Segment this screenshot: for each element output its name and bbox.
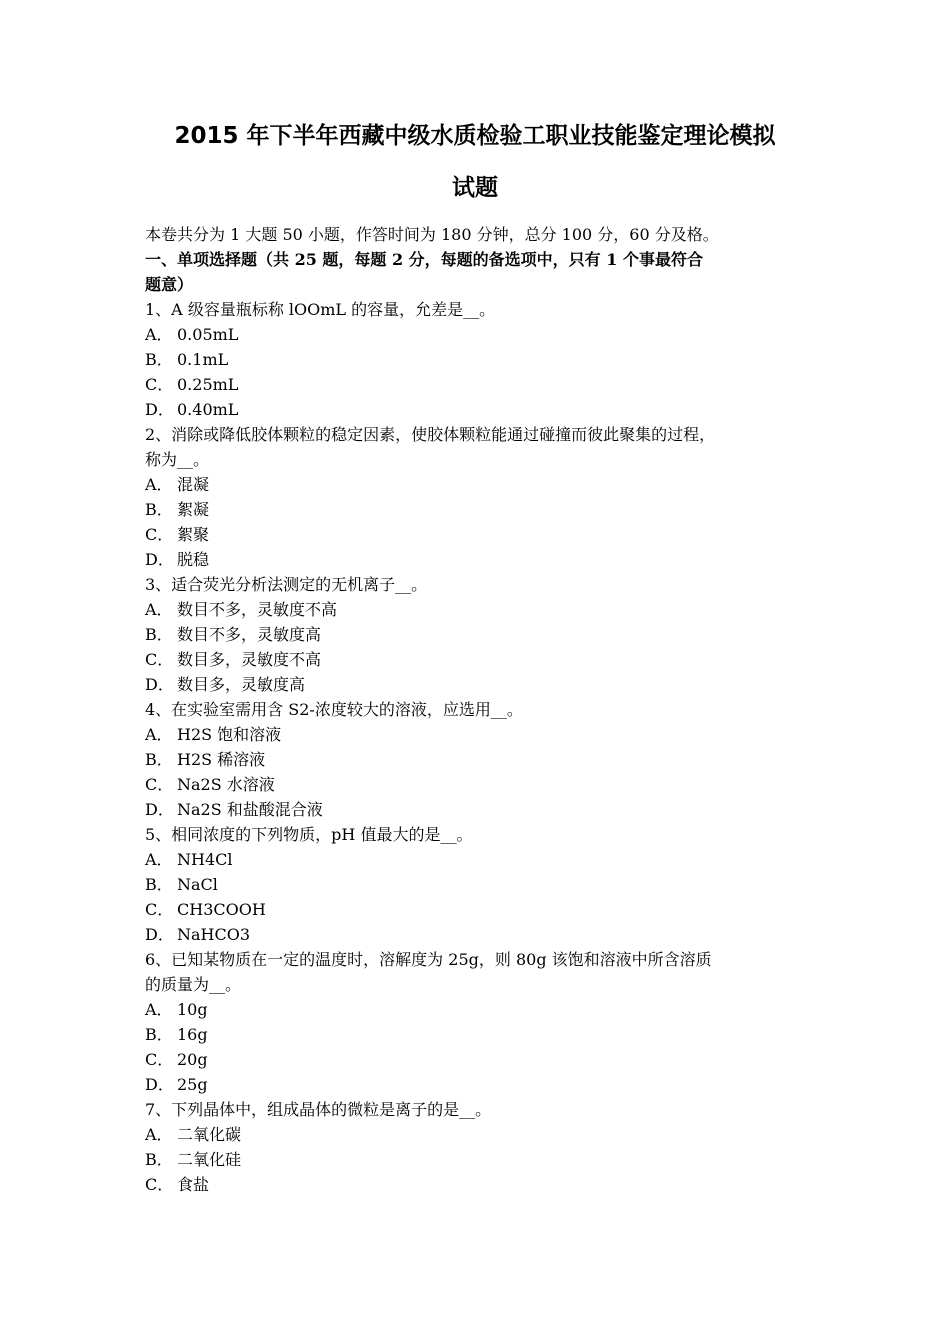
option-text: 数目多，灵敏度高 [177,675,306,694]
option-text: 絮聚 [177,525,210,544]
answer-option [145,647,813,672]
option-text: 食盐 [177,1175,210,1194]
answer-option [145,997,813,1022]
option-label: C． [145,1050,174,1069]
option-text: 二氧化碳 [177,1125,242,1144]
answer-option [145,1122,813,1147]
answer-option [145,722,813,747]
option-text: 数目不多，灵敏度不高 [177,600,338,619]
answer-option [145,747,813,772]
question-2 [145,422,813,572]
option-text: 0.25mL [177,375,239,394]
section-heading-continued: 题意） [145,275,194,294]
question-6 [145,947,813,1097]
option-label: D． [145,400,174,419]
option-text: NaHCO3 [177,925,251,944]
answer-option [145,1172,813,1197]
answer-option [145,1072,813,1097]
answer-option [145,797,813,822]
option-label: A． [145,325,173,344]
answer-option [145,597,813,622]
option-label: B． [145,875,173,894]
answer-option [145,1047,813,1072]
option-text: Na2S 和盐酸混合液 [177,800,323,819]
option-text: 16g [177,1025,208,1044]
option-text: NaCl [177,875,218,894]
option-text: 25g [177,1075,208,1094]
option-text: H2S 饱和溶液 [177,725,282,744]
option-text: 数目多，灵敏度不高 [177,650,322,669]
document-title-continued: 试题 [452,175,498,201]
document-body [145,222,813,1197]
option-label: D． [145,800,174,819]
document-title: 2015 年下半年西藏中级水质检验工职业技能鉴定理论模拟 [174,123,776,149]
answer-option [145,672,813,697]
answer-option [145,372,813,397]
question-stem: 2、消除或降低胶体颗粒的稳定因素，使胶体颗粒能通过碰撞而彼此聚集的过程， [145,425,716,444]
question-stem: 1、A 级容量瓶标称 lOOmL 的容量，允差是__。 [145,300,496,319]
option-text: CH3COOH [177,900,266,919]
option-label: B． [145,1025,173,1044]
section-heading: 一、单项选择题（共 25 题，每题 2 分，每题的备选项中，只有 1 个事最符合 [145,250,703,269]
answer-option [145,772,813,797]
question-stem: 5、相同浓度的下列物质，pH 值最大的是__。 [145,825,473,844]
option-label: C． [145,525,174,544]
option-label: C． [145,650,174,669]
question-stem: 7、下列晶体中，组成晶体的微粒是离子的是__。 [145,1100,492,1119]
question-4 [145,697,813,822]
question-stem: 3、适合荧光分析法测定的无机离子__。 [145,575,428,594]
answer-option [145,472,813,497]
answer-option [145,847,813,872]
option-text: 数目不多，灵敏度高 [177,625,322,644]
answer-option [145,522,813,547]
option-text: 20g [177,1050,208,1069]
question-1 [145,297,813,422]
option-text: 0.05mL [177,325,239,344]
option-text: 混凝 [177,475,210,494]
option-label: A． [145,1125,173,1144]
option-label: C． [145,900,174,919]
option-label: A． [145,725,173,744]
option-text: 絮凝 [177,500,210,519]
question-7 [145,1097,813,1197]
option-text: 10g [177,1000,208,1019]
answer-option [145,1022,813,1047]
question-stem: 6、已知某物质在一定的温度时，溶解度为 25g，则 80g 该饱和溶液中所含溶质 [145,950,712,969]
option-label: B． [145,750,173,769]
option-label: C． [145,775,174,794]
answer-option [145,347,813,372]
question-stem: 的质量为__。 [145,975,242,994]
answer-option [145,322,813,347]
option-text: Na2S 水溶液 [177,775,275,794]
exam-intro: 本卷共分为 1 大题 50 小题，作答时间为 180 分钟，总分 100 分，60 分及格。 [145,225,719,244]
option-label: B． [145,1150,173,1169]
answer-option [145,872,813,897]
option-label: B． [145,625,173,644]
option-label: C． [145,375,174,394]
option-label: B． [145,500,173,519]
answer-option [145,1147,813,1172]
answer-option [145,547,813,572]
option-label: D． [145,675,174,694]
option-label: D． [145,925,174,944]
option-label: A． [145,850,173,869]
option-label: C． [145,1175,174,1194]
question-3 [145,572,813,697]
option-label: D． [145,550,174,569]
option-label: A． [145,475,173,494]
option-text: 二氧化硅 [177,1150,242,1169]
option-text: NH4Cl [177,850,233,869]
question-stem: 4、在实验室需用含 S2-浓度较大的溶液，应选用__。 [145,700,523,719]
question-5 [145,822,813,947]
option-label: A． [145,1000,173,1019]
option-text: H2S 稀溶液 [177,750,266,769]
option-label: A． [145,600,173,619]
option-text: 0.1mL [177,350,229,369]
answer-option [145,922,813,947]
option-label: D． [145,1075,174,1094]
question-stem: 称为__。 [145,450,210,469]
option-label: B． [145,350,173,369]
answer-option [145,497,813,522]
option-text: 脱稳 [177,550,210,569]
answer-option [145,397,813,422]
question-list [145,297,813,1197]
answer-option [145,622,813,647]
option-text: 0.40mL [177,400,239,419]
answer-option [145,897,813,922]
